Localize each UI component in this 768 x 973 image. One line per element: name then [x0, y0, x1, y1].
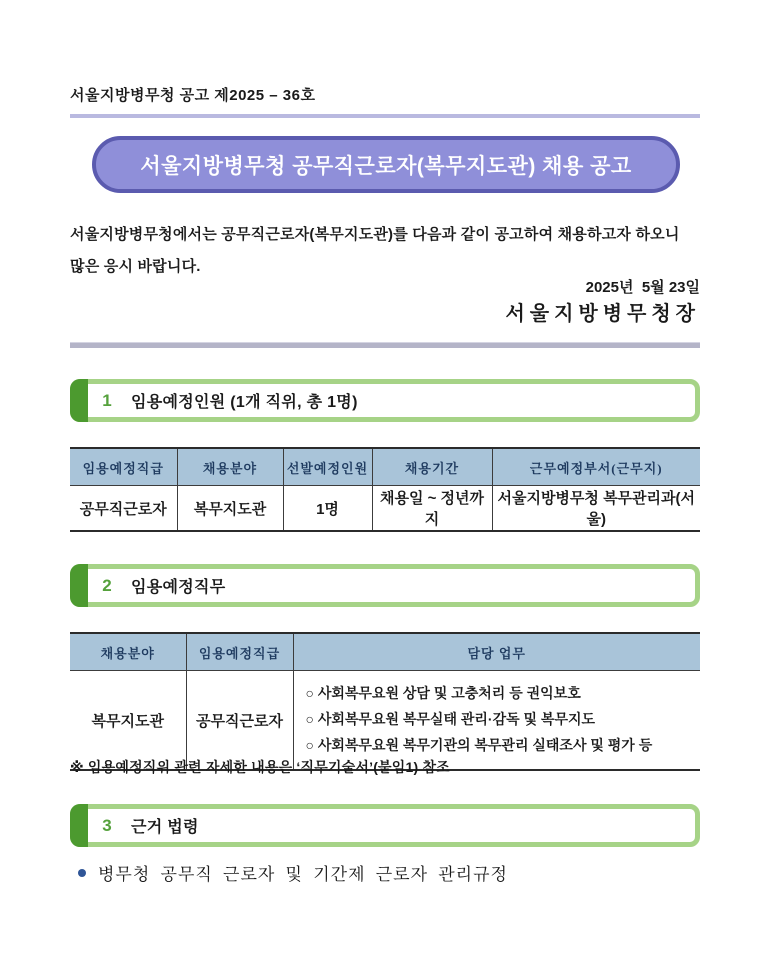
page-content: [70, 0, 700, 973]
header-grade: 임용예정직급: [186, 633, 293, 671]
legal-basis-item: [78, 860, 508, 885]
section-accent-bar: [70, 564, 88, 607]
document-number: 서울지방병무청 공고 제2025 – 36호: [70, 87, 316, 104]
intro-line-1: 서울지방병무청에서는 공무직근로자(복무지도관)를 다음과 같이 공고하여 채용하고자 하오니: [70, 226, 680, 243]
cell-count: 1명: [283, 486, 372, 532]
cell-period: 채용일 ~ 정년까지: [372, 486, 492, 532]
section-divider: [70, 342, 700, 348]
section-title: 임용예정직무: [131, 579, 226, 596]
table-row: [70, 486, 700, 532]
cell-field: 복무지도관: [177, 486, 283, 532]
section-accent-bar: [70, 379, 88, 422]
section-header-1: [70, 379, 700, 422]
top-divider: [70, 114, 700, 118]
header-grade: 임용예정직급: [70, 448, 177, 486]
section-title: 임용예정인원 (1개 직위, 총 1명): [131, 394, 358, 411]
section-header-3: [70, 804, 700, 847]
section-number: 3: [102, 815, 112, 835]
table-header-row: [70, 448, 700, 486]
header-duties: 담당 업무: [293, 633, 700, 671]
duty-item: ○ 사회복무요원 상담 및 고충처리 등 권익보호: [305, 685, 581, 702]
header-count: 선발예정인원: [283, 448, 372, 486]
header-field: 채용분야: [177, 448, 283, 486]
cell-grade: 공무직근로자: [186, 671, 293, 771]
intro-line-2: 많은 응시 바랍니다.: [70, 257, 201, 275]
section-number: 1: [102, 390, 112, 410]
bullet-icon: [78, 869, 86, 877]
page-title-text: 서울지방병무청 공무직근로자(복무지도관) 채용 공고: [140, 154, 632, 178]
duties-table: [70, 632, 700, 771]
section-accent-bar: [70, 804, 88, 847]
intro-paragraph: [70, 219, 700, 282]
header-field: 채용분야: [70, 633, 186, 671]
header-department: 근무예정부서(근무지): [492, 448, 700, 486]
reference-note: ※ 임용예정직위 관련 자세한 내용은 ‘직무기술서’(붙임1) 참조: [70, 759, 450, 775]
table-header-row: [70, 633, 700, 671]
cell-duties: [293, 671, 700, 771]
section-title: 근거 법령: [131, 819, 199, 836]
section-number: 2: [102, 575, 112, 595]
duty-item: ○ 사회복무요원 복무실태 관리·감독 및 복무지도: [305, 711, 596, 728]
legal-basis-text: 병무청 공무직 근로자 및 기간제 근로자 관리규정: [98, 865, 508, 884]
announcement-date: 2025년 5월 23일: [585, 279, 700, 296]
section-header-2: [70, 564, 700, 607]
cell-department: 서울지방병무청 복무관리과(서울): [492, 486, 700, 532]
hiring-plan-table: [70, 447, 700, 532]
table-row: [70, 671, 700, 771]
header-period: 채용기간: [372, 448, 492, 486]
issuer-signature: 서울지방병무청장: [505, 303, 700, 325]
cell-field: 복무지도관: [70, 671, 186, 771]
page-title: [92, 136, 680, 193]
duty-item: ○ 사회복무요원 복무기관의 복무관리 실태조사 및 평가 등: [305, 736, 653, 753]
cell-grade: 공무직근로자: [70, 486, 177, 532]
